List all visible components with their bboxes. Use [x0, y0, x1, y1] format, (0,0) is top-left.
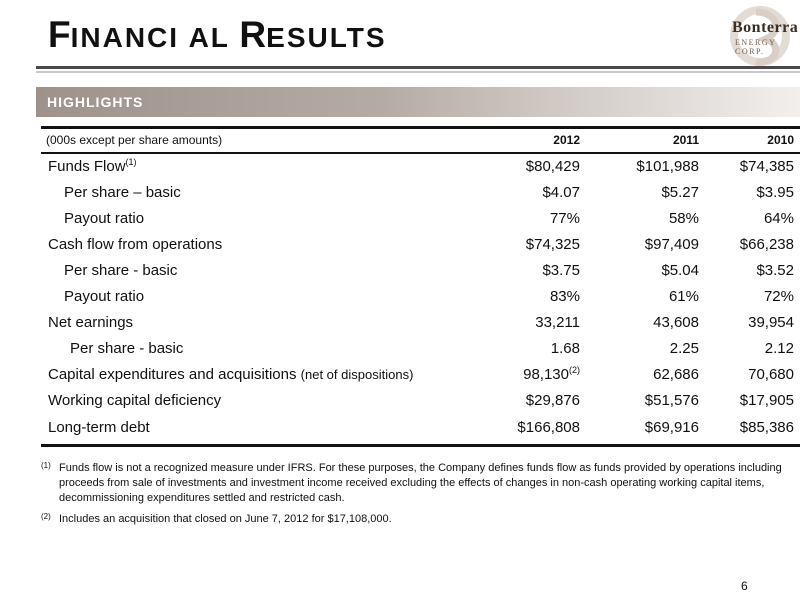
- value-2012: 98,130$^{(2)}$: [523, 365, 580, 383]
- row-label: Payout ratio: [64, 288, 145, 305]
- table-row-cf-payout: [41, 284, 800, 310]
- value-2010: $85,386: [739, 419, 794, 436]
- table-row-ne-per-share: [41, 336, 800, 362]
- value-2012: $74,325: [525, 236, 580, 253]
- value-2011: $69,916: [644, 419, 699, 436]
- footnote-text: Funds flow is not a recognized measure under IFRS. For these purposes, the Company defines funds flow as funds provided by operations including proceeds from sale of investments and investment income received excluding the effects of changes in non-cash operating working capital items, decommissioning expenditures settled and restricted cash.: [59, 462, 782, 504]
- row-label: Payout ratio: [64, 210, 145, 227]
- value-2012: 77%: [549, 210, 580, 227]
- footnote-2: [41, 512, 791, 527]
- row-label: Net earnings: [48, 314, 134, 331]
- value-2011: 61%: [668, 288, 699, 305]
- table-row-funds-flow: [41, 154, 800, 180]
- value-2012: $4.07: [542, 184, 580, 201]
- footnote-text: Includes an acquisition that closed on June 7, 2012 for $17,108,000.: [59, 513, 392, 525]
- footnote-number: (1): [41, 461, 51, 470]
- table-row-capex: [41, 362, 800, 388]
- value-2012: $3.75: [542, 262, 580, 279]
- table-row-cash-flow: [41, 232, 800, 258]
- title-rule-dark: [36, 66, 800, 69]
- row-label: Per share – basic: [64, 184, 181, 201]
- footnote-number: (2): [41, 512, 51, 521]
- page-number: 6: [741, 579, 748, 593]
- value-2011: $97,409: [644, 236, 699, 253]
- table-row-cf-per-share: [41, 258, 800, 284]
- row-label-note: (net of dispositions): [300, 367, 414, 382]
- value-2010: $74,385: [739, 158, 794, 175]
- value-2012: 33,211: [535, 314, 580, 331]
- value-2010: $17,905: [739, 392, 794, 409]
- section-banner: [36, 87, 800, 117]
- table-row-long-term-debt: [41, 415, 800, 441]
- footnote-ref: (2): [569, 365, 580, 375]
- year-header-2012: 2012: [553, 133, 580, 147]
- logo-subtitle: ENERGY CORP.: [735, 38, 777, 56]
- footnote-1: [41, 461, 791, 506]
- table-row-ff-payout: [41, 206, 800, 232]
- value-2011: 58%: [668, 210, 699, 227]
- value-2011: $51,576: [644, 392, 699, 409]
- table-row-ff-per-share: [41, 180, 800, 206]
- row-label: Per share - basic: [70, 340, 184, 357]
- value-2012: $166,808: [517, 419, 580, 436]
- row-label: Per share - basic: [64, 262, 178, 279]
- value-2011: 2.25: [669, 340, 699, 357]
- value-2010: 72%: [763, 288, 794, 305]
- logo-name: Bonterra: [732, 19, 799, 36]
- value-2010: $3.95: [756, 184, 794, 201]
- row-label: Funds Flow$^{(1)}$: [48, 157, 137, 175]
- row-label: Capital expenditures and acquisitions (net of dispositions): [48, 366, 414, 383]
- table-header-label: (000s except per share amounts): [46, 133, 223, 147]
- value-2012: $29,876: [525, 392, 580, 409]
- value-2011: $101,988: [636, 158, 699, 175]
- table-bottom-rule: [41, 444, 800, 447]
- value-2011: 43,608: [653, 314, 699, 331]
- value-2012: 83%: [549, 288, 580, 305]
- table-row-working-capital: [41, 388, 800, 414]
- value-2010: 64%: [763, 210, 794, 227]
- row-label: Cash flow from operations: [48, 236, 223, 253]
- title-rule-light: [36, 71, 800, 73]
- value-2010: 39,954: [748, 314, 794, 331]
- year-header-2011: 2011: [672, 133, 699, 147]
- value-2010: $66,238: [739, 236, 794, 253]
- value-2012: 1.68: [550, 340, 580, 357]
- value-2010: $3.52: [756, 262, 794, 279]
- company-logo: [716, 6, 799, 66]
- value-2011: $5.04: [661, 262, 699, 279]
- value-2012: $80,429: [525, 158, 580, 175]
- footnotes: [41, 461, 791, 533]
- value-2010: 2.12: [764, 340, 794, 357]
- year-header-2010: 2010: [767, 133, 794, 147]
- row-label: Long-term debt: [48, 419, 150, 436]
- value-2010: 70,680: [748, 366, 794, 383]
- value-2011: $5.27: [661, 184, 699, 201]
- value-2011: 62,686: [653, 366, 699, 383]
- table-row-net-earnings: [41, 310, 800, 336]
- row-label: Working capital deficiency: [48, 392, 222, 409]
- section-label: HIGHLIGHTS: [47, 94, 144, 110]
- page-title: FINANCI AL RESULTS: [48, 14, 387, 55]
- footnote-ref: (1): [125, 157, 137, 167]
